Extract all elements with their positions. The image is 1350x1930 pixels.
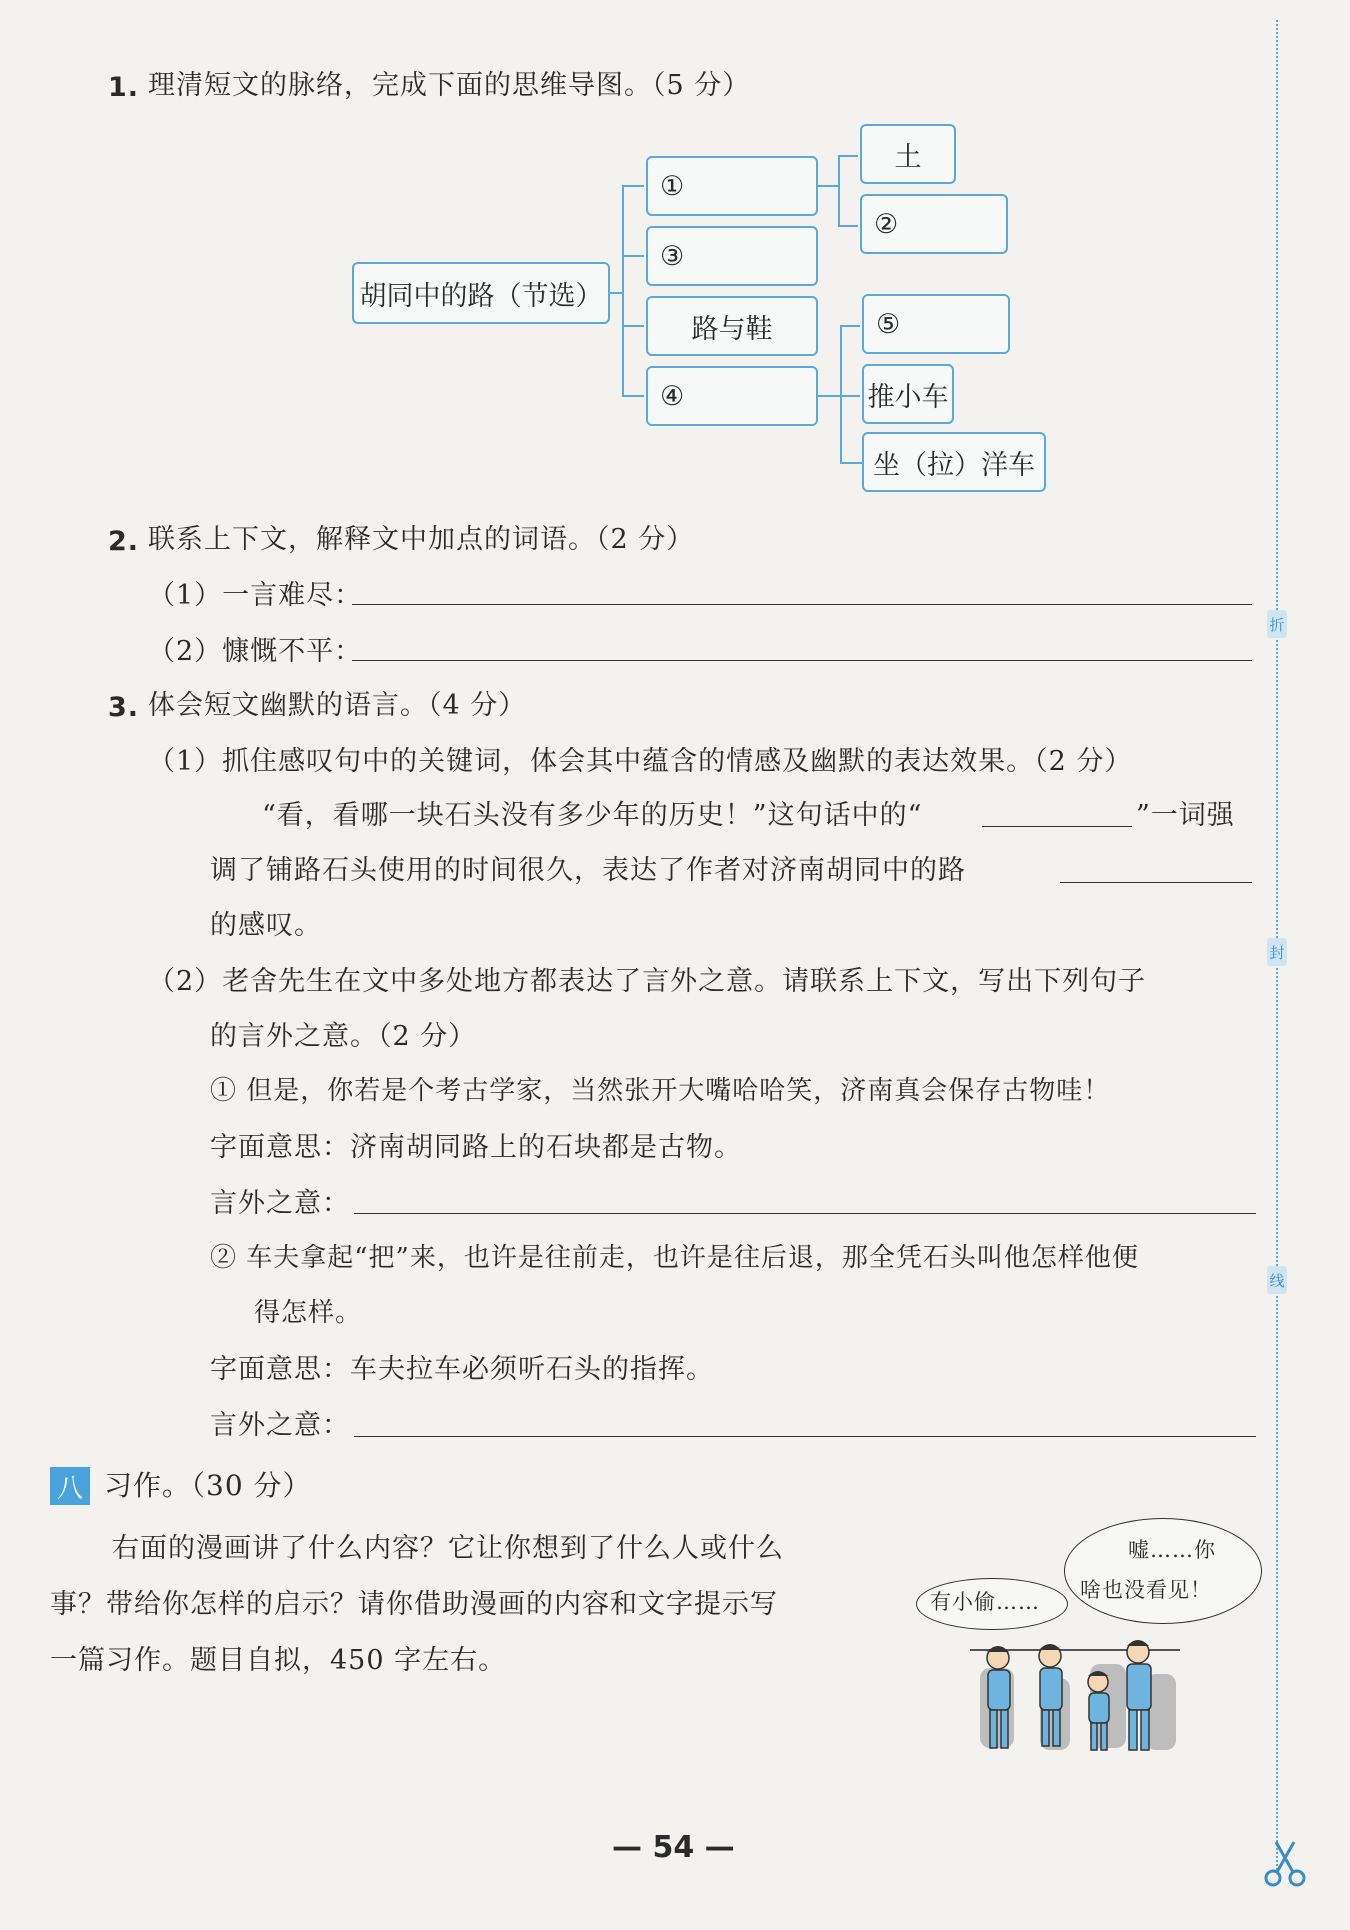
q2-number: 2. xyxy=(108,526,140,557)
q3-s2-implied-label: 言外之意： xyxy=(210,1410,350,1441)
q1-number: 1. xyxy=(108,72,140,103)
q2-answer-line-1[interactable] xyxy=(352,604,1252,605)
q3-s2-answer-line[interactable] xyxy=(354,1436,1256,1437)
map-node-3: ③ xyxy=(646,226,818,286)
q3-part2-title-1: （2）老舍先生在文中多处地方都表达了言外之意。请联系上下文，写出下列句子 xyxy=(148,966,1147,997)
map-leaf-5: ⑤ xyxy=(862,294,1010,354)
q3-part1-line2: 调了铺路石头使用的时间很久，表达了作者对济南胡同中的路 xyxy=(210,855,966,886)
q2-answer-line-2[interactable] xyxy=(352,660,1252,661)
q3-s1-implied-label: 言外之意： xyxy=(210,1188,350,1219)
b4-branch-spine xyxy=(840,325,862,462)
comic-bubble-right-text-1: 嘘……你 xyxy=(1128,1538,1216,1562)
map-node-1: ① xyxy=(646,156,818,216)
section8-para-3: 一篇习作。题目自拟，450 字左右。 xyxy=(50,1645,507,1676)
q3-s1-literal: 字面意思：济南胡同路上的石块都是古物。 xyxy=(210,1132,742,1163)
section8-para-2: 事？带给你怎样的启示？请你借助漫画的内容和文字提示写 xyxy=(50,1589,778,1620)
q3-number: 3. xyxy=(108,692,140,723)
root-connector xyxy=(610,292,622,294)
edge-tag-line: 线 xyxy=(1267,1266,1287,1294)
q3-sentence-2-line2: 得怎样。 xyxy=(254,1298,363,1328)
root-branch-spine xyxy=(622,185,644,395)
q2-prompt: 联系上下文，解释文中加点的词语。（2 分） xyxy=(148,524,695,555)
section8-para-1: 右面的漫画讲了什么内容？它让你想到了什么人或什么 xyxy=(112,1533,784,1564)
comic-bubble-right xyxy=(1064,1518,1262,1624)
edge-tag-seal: 封 xyxy=(1267,938,1287,966)
q3-part1-title: （1）抓住感叹句中的关键词，体会其中蕴含的情感及幽默的表达效果。（2 分） xyxy=(148,746,1133,777)
map-leaf-2: ② xyxy=(860,194,1008,254)
q3-sentence-2-line1: ② 车夫拿起“把”来，也许是往前走，也许是往后退，那全凭石头叫他怎样他便 xyxy=(210,1243,1139,1273)
comic-bubble-right-text-2: 啥也没看见！ xyxy=(1080,1578,1212,1602)
q3-sentence-1: ① 但是，你若是个考古学家，当然张开大嘴哈哈笑，济南真会保存古物哇！ xyxy=(210,1076,1111,1106)
q3-part1-line3: 的感叹。 xyxy=(210,910,322,941)
map-leaf-soil: 土 xyxy=(860,124,956,184)
b1-branch-spine xyxy=(838,155,860,225)
page-number: — 54 — xyxy=(612,1830,735,1865)
map-node-4: ④ xyxy=(646,366,818,426)
q1-prompt: 理清短文的脉络，完成下面的思维导图。（5 分） xyxy=(148,70,751,101)
edge-tag-fold: 折 xyxy=(1267,610,1287,638)
q3-part1-line1a: “看，看哪一块石头没有多少年的历史！”这句话中的“ xyxy=(262,800,923,831)
comic-illustration xyxy=(950,1628,1190,1758)
q3-prompt: 体会短文幽默的语言。（4 分） xyxy=(148,690,527,721)
q3-part2-title-2: 的言外之意。（2 分） xyxy=(210,1021,477,1052)
q3-s1-answer-line[interactable] xyxy=(354,1213,1256,1214)
q2-item-2: （2）慷慨不平： xyxy=(148,636,363,667)
q3-part1-line1b: ”一词强 xyxy=(1136,800,1235,831)
map-node-road-shoes: 路与鞋 xyxy=(646,296,818,356)
q2-item-1: （1）一言难尽： xyxy=(148,580,363,611)
q3-keyword-blank[interactable] xyxy=(982,826,1132,827)
map-root-label: 胡同中的路（节选） xyxy=(359,280,603,312)
scissors-icon xyxy=(1262,1838,1308,1888)
map-leaf-rickshaw: 坐（拉）洋车 xyxy=(862,432,1046,492)
map-leaf-cart: 推小车 xyxy=(862,364,954,424)
map-root-box xyxy=(352,262,610,324)
comic-bubble-left-text: 有小偷…… xyxy=(930,1590,1040,1614)
q3-feeling-blank[interactable] xyxy=(1060,882,1252,883)
section-badge: 八 xyxy=(50,1467,90,1505)
q3-s2-literal: 字面意思：车夫拉车必须听石头的指挥。 xyxy=(210,1354,714,1385)
section8-title: 习作。（30 分） xyxy=(104,1469,312,1502)
